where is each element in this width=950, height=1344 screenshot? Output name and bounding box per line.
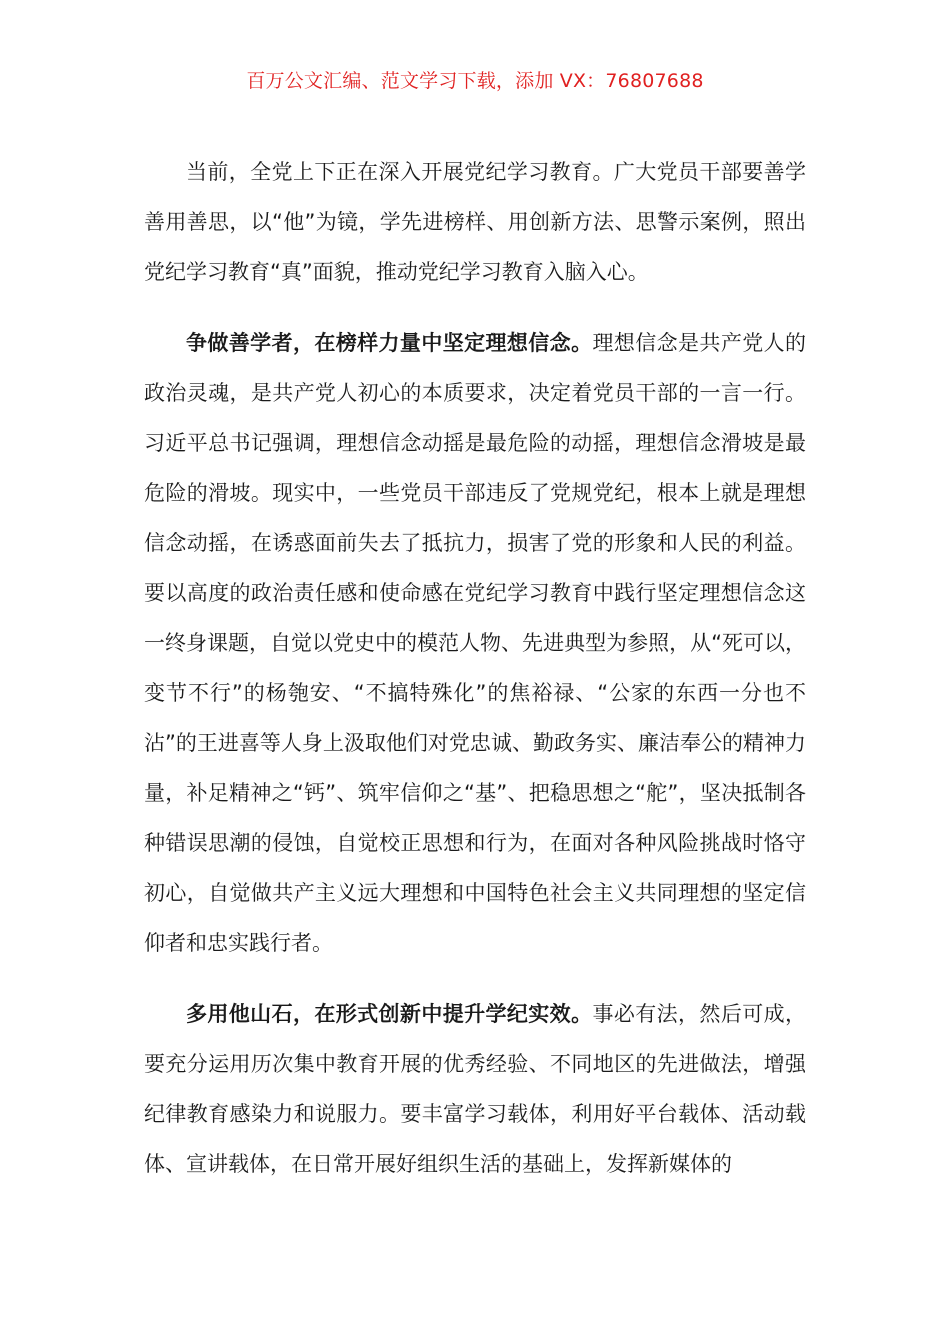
paragraph-lead: 争做善学者，在榜样力量中坚定理想信念。 bbox=[186, 331, 593, 355]
paragraph-lead: 多用他山石，在形式创新中提升学纪实效。 bbox=[186, 1002, 593, 1026]
watermark-header: 百万公文汇编、范文学习下载，添加 VX：76807688 bbox=[246, 70, 704, 92]
paragraph-text: 事必有法，然后可成，要充分运用历次集中教育开展的优秀经验、不同地区的先进做法，增强纪律教育感染力和说服力。要丰富学习载体，利用好平台载体、活动载体、宣讲载体，在日常开展好组织生活的基础上，发挥新媒体的 bbox=[144, 1002, 807, 1176]
paragraph-ideals bbox=[144, 318, 806, 968]
article-body bbox=[144, 147, 806, 1189]
paragraph-intro bbox=[144, 147, 806, 297]
paragraph-text: 理想信念是共产党人的政治灵魂，是共产党人初心的本质要求，决定着党员干部的一言一行。习近平总书记强调，理想信念动摇是最危险的动摇，理想信念滑坡是最危险的滑坡。现实中，一些党员干部违反了党规党纪，根本上就是理想信念动摇，在诱惑面前失去了抵抗力，损害了党的形象和人民的利益。要以高度的政治责任感和使命感在党纪学习教育中践行坚定理想信念这一终身课题，自觉以党史中的模范人物、先进典型为参照，从“死可以，变节不行”的杨匏安、“不搞特殊化”的焦裕禄、“公家的东西一分也不沾”的王进喜等人身上汲取他们对党忠诚、勤政务实、廉洁奉公的精神力量，补足精神之“钙”、筑牢信仰之“基”、把稳思想之“舵”，坚决抵制各种错误思潮的侵蚀，自觉校正思想和行为，在面对各种风险挑战时恪守初心，自觉做共产主义远大理想和中国特色社会主义共同理想的坚定信仰者和忠实践行者。 bbox=[144, 331, 807, 955]
paragraph-methods bbox=[144, 989, 806, 1189]
paragraph-text: 当前，全党上下正在深入开展党纪学习教育。广大党员干部要善学善用善思，以“他”为镜，学先进榜样、用创新方法、思警示案例，照出党纪学习教育“真”面貌，推动党纪学习教育入脑入心。 bbox=[144, 160, 806, 284]
